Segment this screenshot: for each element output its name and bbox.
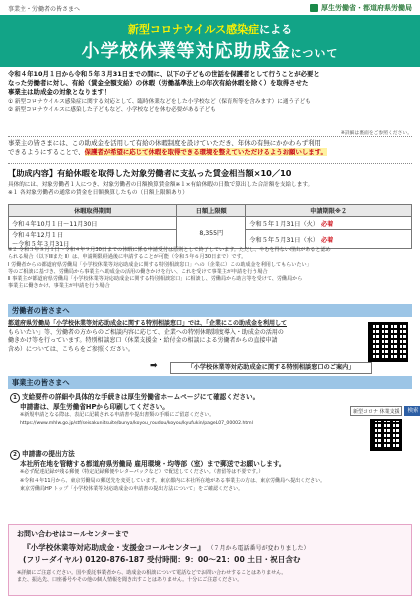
table-header-period: 休暇取得期間: [9, 205, 177, 217]
must-arrive-badge: 必着: [320, 220, 334, 228]
application-notes: [8, 247, 412, 291]
divider: [8, 136, 412, 137]
intro-item-1: ① 新型コロナウイルス感染症に関する対応として、臨時休業などをした小学校など（保育所等を含みます）に通う子ども: [8, 99, 311, 105]
note-line: Ⅰ 労働者からの都道府県労働局「小学校休業等対応助成金に関する特別相談窓口」への（企業に）この助成金を利用してもらいたい」: [8, 261, 312, 268]
search-widget: [350, 406, 420, 416]
divider: [8, 163, 412, 164]
call-center-phone[interactable]: (フリーダイヤル) 0120-876-187 受付時間：9：00～21：00 土日・祝日含む: [23, 555, 301, 564]
table-cell-deadline: [246, 230, 412, 249]
worker-line-4: 含め）については、こちらをご参照ください。: [8, 345, 134, 353]
employer-request-line-2: できるようにすることで、: [8, 148, 85, 156]
note-line: 等のご相談に基づき、労働局から事業主へ助成金の活用の働きかけを行い、これを受けて事業主が申請を行う場合: [8, 268, 268, 275]
subsidy-content-line-2: ※１ 各対象労働者の通常の賃金を日額換算したもの（日額上限額あり）: [8, 190, 188, 196]
step-1-url[interactable]: https://www.mhlw.go.jp/stf/seisakunitsuite/bunya/koyou_roudou/koyou/kyufukin/pageL07_00002.html: [20, 420, 253, 426]
banner-title-suffix: について: [290, 47, 339, 60]
table-cell-period: 令和４年10月１日～11月30日: [9, 217, 177, 230]
step-number-2: 2: [10, 450, 20, 460]
employer-request-line-1: 事業主の皆さまには、この助成金を活用して有給の休暇制度を設けていただき、年休の有無にかかわらず利用: [8, 139, 321, 147]
subsidy-content-line-1: 具体的には、対象労働者１人につき、対象労働者の日額換算賃金額※１×有給休暇の日数で算出した合計額を支給します。: [8, 182, 314, 188]
note-line: られる場合（以下ⅠⅡまた Ⅱ）は、申請期限経過後に申請することが可能（令和５年６月30日まで）です。: [8, 254, 247, 261]
call-center-heading: お問い合わせはコールセンターまで: [17, 530, 129, 538]
note-line: 事業主に働きかけ、事業主が申請を行う場合: [8, 283, 110, 290]
deadline-text: 令和５年１月31日（火）: [249, 220, 320, 228]
banner-title: [0, 37, 420, 63]
qr-code-icon[interactable]: [370, 419, 402, 451]
worker-line-1: 都道府県労働局「小学校休業等対応助成金に関する特別相談窓口」では、「企業にこの助成金を利用して: [8, 320, 288, 327]
step-1-title: 支給要件の詳細や具体的な手続きは厚生労働省ホームページにて確認ください。: [22, 393, 260, 401]
subsidy-content-heading: 【助成内容】有給休暇を取得した対象労働者に支払った賃金相当額×10／10: [8, 168, 292, 178]
banner-line-1-highlight: 新型コロナウイルス感染症: [127, 23, 260, 36]
note-line: Ⅱ 事業主が都道府県労働局「小学校休業等対応助成金に関する特別相談窓口」に相談し、労働局から助言等を受けて、労働局から: [8, 276, 303, 283]
call-center-title: 『小学校休業等対応助成金・支援金コールセンター』: [23, 543, 205, 552]
worker-section-text: [8, 320, 354, 354]
worker-line-2: もらいたい」等、労働者の方からのご相談内容に応じて、企業への特別休暇制度導入・助成金の活用の: [8, 328, 284, 336]
search-button[interactable]: 検索: [404, 406, 420, 416]
intro-line-3: 事業主は助成金の対象となります！: [8, 88, 111, 96]
step-2-note: 東京労働局HP トップ「小学校休業等対応助成金の申請書の提出方法について」をご確認ください。: [20, 486, 244, 493]
intro-line-1: 令和４年10月１日から令和５年３月31日までの間に、以下の子どもの世話を保護者として行うことが必要と: [8, 70, 320, 78]
intro-section: [8, 70, 412, 114]
step-2-title: 申請書の提出方法: [22, 450, 75, 458]
table-cell-limit: 8,355円: [177, 217, 246, 249]
table-cell-period: 令和４年12月１日 ～令和５年３月31日: [9, 230, 177, 249]
subsidy-content-text: [8, 181, 412, 197]
title-banner: [0, 15, 420, 67]
warning-line: また、振込先、口座番号やその他の個人情報を聞き出すことはありません。十分にご注意ください。: [17, 577, 243, 584]
call-center-name: [23, 542, 309, 553]
subsidy-table: [8, 204, 412, 249]
audience-label: 事業主・労働者の皆さまへ: [8, 6, 81, 13]
table-row: [9, 217, 412, 230]
step-1: [10, 393, 350, 428]
ministry-logo-icon: [310, 4, 318, 12]
call-center-note: （７月から電話番号が変わりました）: [207, 545, 310, 552]
must-arrive-badge: 必着: [320, 236, 334, 244]
ministry-name: 厚生労働省・都道府県労働局: [321, 4, 412, 12]
worker-section-heading: 労働者の皆さまへ: [8, 304, 412, 317]
step-1-sub: 申請書は、厚生労働省HPから印刷してください。: [20, 403, 169, 411]
ministry-label: [310, 3, 412, 13]
banner-line-1: [0, 21, 420, 37]
top-bar: [0, 0, 420, 14]
step-2-text: 本社所在地を管轄する都道府県労働局 雇用環境・均等部（室）まで郵送でお願いします。: [20, 460, 286, 468]
step-2-note: ※令和４年11月から、東京労働局の郵送先を変更しています。東京都内に本社所在地がある事業主の方は、東京労働局へ提出ください。: [20, 477, 326, 484]
intro-item-2: ② 新型コロナウイルスに感染した子どもなど、小学校などを休む必要がある子ども: [8, 107, 216, 113]
qr-code-icon[interactable]: [368, 322, 408, 362]
step-number-1: 1: [10, 393, 20, 403]
consultation-desk-link[interactable]: 「小学校休業等対応助成金に関する特別相談窓口のご案内」: [170, 362, 372, 374]
employer-request: [8, 139, 412, 157]
see-back-note: ※詳細は裏面をご参照ください。: [340, 131, 412, 136]
warning-line: ※詳細にご注意ください。国や委託事業者から、助成金の相談について電話などでお問い合わせすることはありません。: [17, 570, 287, 576]
banner-line-1-suffix: による: [259, 23, 293, 36]
step-1-note: ※新規申請となる際は、表記に記載される申請書や提出書類の手順にご留意ください。: [20, 412, 215, 419]
worker-line-3: 働きかけ等を行っています。特別相談窓口（休業支援金・給付金の相談による労働者からの直接申請: [8, 337, 278, 345]
step-2-note: ※必ず配達記録が残る郵便（特定記録郵便やレターパックなど）で配送してください。（書留等は不要です。）: [20, 469, 264, 476]
call-center-box: [8, 524, 412, 596]
employer-request-highlight: 保護者が希望に応じて休暇を取得できる環境を整えていただけるようお願いします。: [84, 148, 327, 156]
arrow-right-icon: ➡: [150, 361, 158, 371]
deadline-text: 令和５年５月31日（水）: [249, 236, 320, 244]
table-cell-deadline: [246, 217, 412, 230]
table-header-deadline: 申請期限※２: [246, 205, 412, 217]
note-line: ※２ 令和３年８月１日～令和４年９月30日までの休暇に係る申請受付は原則として終了しています。ただし、やむを得ない理由があると認め: [8, 247, 331, 253]
call-center-warning: [17, 570, 407, 584]
banner-title-main: 小学校休業等対応助成金: [81, 41, 291, 62]
search-input[interactable]: 新型コロナ 休業支援: [350, 406, 402, 416]
step-2: [10, 450, 350, 494]
employer-section-heading: 事業主の皆さまへ: [8, 376, 412, 389]
table-header-limit: 日額上限額: [177, 205, 246, 217]
intro-line-2: なった労働者に対し、有給（賃金全額支給）の休暇（労働基準法上の年次有給休暇を除く）を取得させた: [8, 79, 309, 87]
